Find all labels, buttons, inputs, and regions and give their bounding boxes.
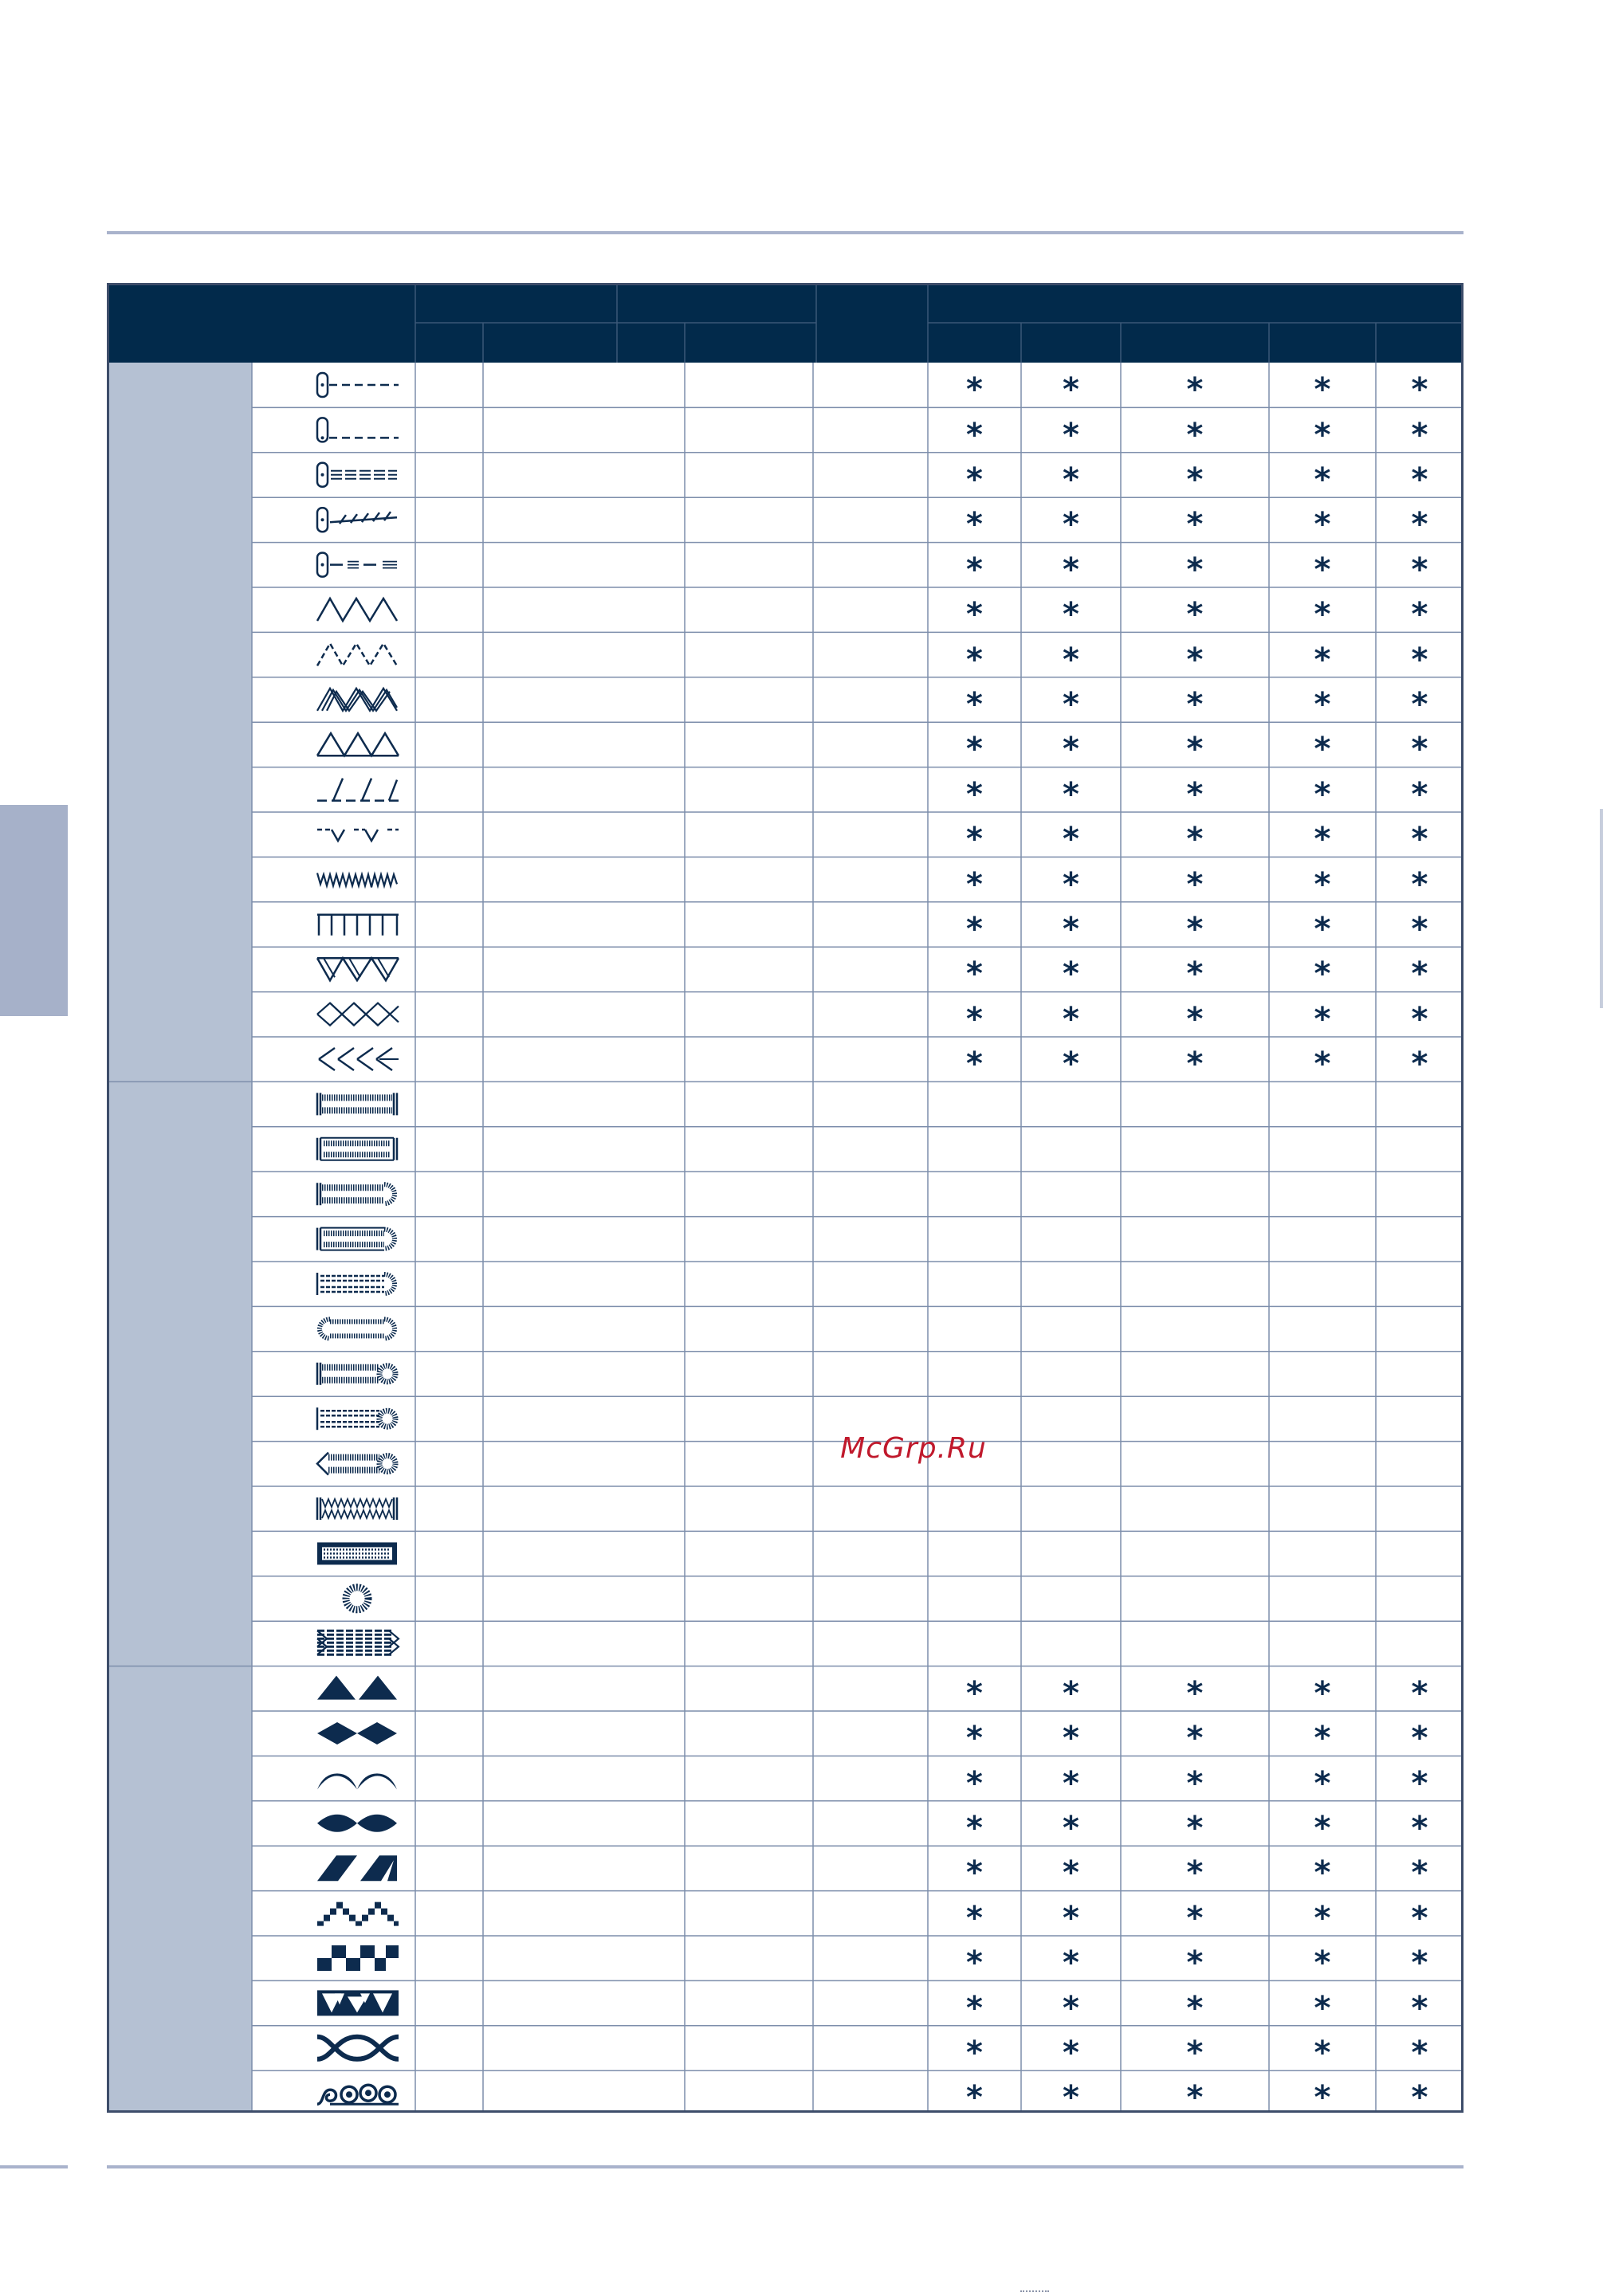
compatibility-marker: * (1411, 775, 1428, 813)
decorative-stitches-group-cell (107, 1666, 252, 2113)
compatibility-marker: * (1186, 416, 1204, 453)
compatibility-marker: * (1063, 1945, 1079, 1982)
compatibility-marker: * (1063, 775, 1079, 813)
compatibility-marker: * (966, 1764, 983, 1802)
compatibility-marker: * (966, 956, 983, 993)
compatibility-marker: * (966, 506, 983, 544)
compatibility-marker: * (1314, 1764, 1331, 1802)
compatibility-marker: * (966, 1899, 983, 1937)
compatibility-marker: * (966, 1854, 983, 1892)
compatibility-marker: * (1314, 911, 1331, 948)
compatibility-marker: * (1186, 731, 1204, 768)
keyhole-pointed-buttonhole-icon (317, 1453, 395, 1475)
compatibility-marker: * (1063, 956, 1079, 993)
compatibility-marker: * (1314, 1674, 1331, 1712)
buttonhole-double-round-icon (320, 1319, 395, 1338)
compatibility-marker: * (966, 461, 983, 498)
compatibility-marker: * (1314, 1000, 1331, 1038)
scroll-spiral-icon (317, 2085, 399, 2104)
compatibility-marker: * (966, 371, 983, 409)
compatibility-marker: * (1063, 551, 1079, 588)
compatibility-marker: * (1314, 821, 1331, 858)
compatibility-marker: * (1186, 1945, 1204, 1982)
compatibility-marker: * (1186, 1989, 1204, 2027)
compatibility-marker: * (1186, 1720, 1204, 1757)
double-overlock-icon (317, 958, 399, 980)
stitch-table (107, 283, 1464, 2117)
compatibility-marker: * (1186, 1854, 1204, 1892)
compatibility-marker: * (1314, 416, 1331, 453)
compatibility-marker: * (1186, 551, 1204, 588)
compatibility-marker: * (1186, 461, 1204, 498)
compatibility-marker: * (1411, 1854, 1428, 1892)
keyhole-buttonhole-icon (317, 1363, 395, 1385)
compatibility-marker: * (966, 1945, 983, 1982)
bottom-rule-left (0, 2165, 68, 2168)
compatibility-marker: * (1411, 865, 1428, 903)
compatibility-marker: * (966, 865, 983, 903)
compatibility-marker: * (1314, 956, 1331, 993)
compatibility-marker: * (1186, 371, 1204, 409)
compatibility-marker: * (1411, 596, 1428, 634)
compatibility-marker: * (966, 911, 983, 948)
compatibility-marker: * (1314, 1989, 1331, 2027)
compatibility-marker: * (1186, 911, 1204, 948)
compatibility-marker: * (1186, 1046, 1204, 1083)
compatibility-marker: * (1314, 1046, 1331, 1083)
compatibility-marker: * (1063, 2079, 1079, 2117)
basting-stitch-icon (317, 553, 397, 577)
compatibility-marker: * (1063, 1989, 1079, 2027)
feather-stitch-icon (319, 1048, 399, 1070)
compatibility-marker: * (1314, 551, 1331, 588)
compatibility-marker: * (1186, 2035, 1204, 2071)
compatibility-marker: * (1314, 1899, 1331, 1937)
compatibility-marker: * (966, 1989, 983, 2027)
compatibility-marker: * (966, 596, 983, 634)
compatibility-marker: * (1411, 1046, 1428, 1083)
compatibility-marker: * (1411, 1000, 1428, 1038)
compatibility-marker: * (1063, 1046, 1079, 1083)
slant-satin-icon (317, 1855, 397, 1881)
compatibility-marker: * (1186, 686, 1204, 723)
compatibility-marker: * (1314, 1945, 1331, 1982)
zigzag-stitch-icon (317, 599, 397, 621)
buttonhole-reinforced-icon (317, 1138, 397, 1160)
compatibility-marker: * (1063, 371, 1079, 409)
compatibility-marker: * (1314, 1810, 1331, 1847)
compatibility-marker: * (1411, 416, 1428, 453)
darning-icon (317, 1631, 399, 1654)
compatibility-marker: * (1314, 596, 1331, 634)
compatibility-marker: * (1063, 1674, 1079, 1712)
compatibility-marker: * (1063, 596, 1079, 634)
compatibility-marker: * (1411, 821, 1428, 858)
arch-satin-icon (317, 1773, 397, 1789)
compatibility-marker: * (1063, 1810, 1079, 1847)
compatibility-marker: * (1411, 1764, 1428, 1802)
step-pattern-icon (317, 1902, 399, 1926)
watermark: McGrp.Ru (840, 1432, 987, 1465)
compatibility-marker: * (1314, 506, 1331, 544)
compatibility-marker: * (1186, 506, 1204, 544)
compatibility-marker: * (1411, 1720, 1428, 1757)
compatibility-marker: * (1186, 821, 1204, 858)
checker-pattern-icon (317, 1945, 399, 1971)
compatibility-marker: * (1063, 641, 1079, 678)
leaf-satin-icon (317, 1815, 397, 1832)
compatibility-marker: * (966, 731, 983, 768)
compatibility-marker: * (1314, 461, 1331, 498)
cross-stitch-icon (317, 1003, 399, 1026)
buttonhole-round-end-icon (317, 1183, 395, 1205)
bottom-rule (107, 2165, 1464, 2168)
diamond-satin-icon (317, 1722, 397, 1745)
compatibility-marker: * (1186, 956, 1204, 993)
stitch-table-grid (107, 283, 1464, 2113)
compatibility-marker: * (1063, 1899, 1079, 1937)
compatibility-marker: * (1186, 1810, 1204, 1847)
elastic-zigzag-icon (317, 873, 397, 887)
compatibility-marker: * (1186, 865, 1204, 903)
compatibility-marker: * (1411, 1945, 1428, 1982)
three-step-zigzag-icon (317, 643, 397, 665)
compatibility-marker: * (1314, 2079, 1331, 2117)
bound-buttonhole-icon (317, 1542, 397, 1564)
compatibility-marker: * (1314, 686, 1331, 723)
compatibility-marker: * (1063, 731, 1079, 768)
compatibility-marker: * (1411, 911, 1428, 948)
keyhole-stretch-buttonhole-icon (317, 1407, 395, 1430)
compatibility-marker: * (1063, 686, 1079, 723)
compatibility-marker: * (1186, 775, 1204, 813)
compatibility-marker: * (1063, 1720, 1079, 1757)
compatibility-marker: * (1186, 1000, 1204, 1038)
compatibility-marker: * (1411, 551, 1428, 588)
page-edge-mark (1600, 809, 1603, 1008)
compatibility-marker: * (966, 416, 983, 453)
buttonhole-round-end-bar-icon (317, 1228, 395, 1250)
compatibility-marker: * (1186, 2079, 1204, 2117)
compatibility-marker: * (966, 1674, 983, 1712)
table-border (108, 285, 1463, 2112)
compatibility-marker: * (1186, 1764, 1204, 1802)
compatibility-marker: * (1411, 956, 1428, 993)
compatibility-marker: * (1314, 2035, 1331, 2071)
overlock-triangle-icon (317, 733, 399, 756)
compatibility-marker: * (1411, 461, 1428, 498)
compatibility-marker: * (966, 2035, 983, 2071)
compatibility-marker: * (966, 551, 983, 588)
compatibility-marker: * (1186, 596, 1204, 634)
compatibility-marker: * (1411, 1989, 1428, 2027)
straight-stitch-left-icon (317, 373, 399, 397)
buttonhole-stitches-group-cell (107, 1081, 252, 1666)
compatibility-marker: * (1314, 865, 1331, 903)
compatibility-marker: * (1063, 821, 1079, 858)
compatibility-marker: * (966, 821, 983, 858)
triple-straight-stitch-icon (317, 463, 397, 487)
utility-stitches-group-cell (107, 363, 252, 1081)
compatibility-marker: * (1186, 1899, 1204, 1937)
compatibility-marker: * (1314, 1720, 1331, 1757)
compatibility-marker: * (1063, 865, 1079, 903)
overcast-comb-icon (317, 915, 399, 936)
compatibility-marker: * (1314, 371, 1331, 409)
compatibility-marker: * (1411, 371, 1428, 409)
compatibility-marker: * (1411, 686, 1428, 723)
stretch-buttonhole-icon (317, 1497, 397, 1520)
compatibility-marker: * (1063, 461, 1079, 498)
compatibility-marker: * (1314, 1854, 1331, 1892)
compatibility-marker: * (1314, 775, 1331, 813)
compatibility-marker: * (1411, 731, 1428, 768)
compatibility-marker: * (966, 2079, 983, 2117)
compatibility-marker: * (1411, 1899, 1428, 1937)
stretch-stitch-icon (317, 508, 397, 532)
page-footer-marks (1020, 2290, 1049, 2295)
compatibility-marker: * (1411, 2079, 1428, 2117)
compatibility-marker: * (1186, 641, 1204, 678)
wave-braid-icon (317, 2037, 399, 2059)
compatibility-marker: * (966, 1000, 983, 1038)
top-rule (107, 231, 1464, 234)
compatibility-marker: * (1186, 1674, 1204, 1712)
triple-zigzag-icon (317, 689, 397, 711)
blind-hem-icon (317, 830, 399, 841)
compatibility-marker: * (966, 1720, 983, 1757)
compatibility-marker: * (966, 1046, 983, 1083)
chapter-side-tab (0, 805, 68, 1016)
compatibility-marker: * (1063, 506, 1079, 544)
compatibility-marker: * (1314, 731, 1331, 768)
compatibility-marker: * (1063, 2035, 1079, 2071)
compatibility-marker: * (1063, 1000, 1079, 1038)
compatibility-marker: * (1063, 1854, 1079, 1892)
compatibility-marker: * (1411, 641, 1428, 678)
compatibility-marker: * (1411, 1674, 1428, 1712)
compatibility-marker: * (1063, 416, 1079, 453)
compatibility-marker: * (1314, 641, 1331, 678)
compatibility-marker: * (1411, 506, 1428, 544)
compatibility-marker: * (1411, 2035, 1428, 2071)
compatibility-marker: * (1063, 1764, 1079, 1802)
zigzag-block-icon (317, 1990, 399, 2015)
compatibility-marker: * (966, 775, 983, 813)
compatibility-marker: * (966, 686, 983, 723)
buttonhole-square-icon (317, 1093, 397, 1115)
straight-stitch-center-icon (317, 418, 399, 442)
buttonhole-stretch-round-icon (317, 1273, 395, 1295)
compatibility-marker: * (966, 641, 983, 678)
blind-hem-stretch-icon (317, 779, 399, 801)
compatibility-marker: * (966, 1810, 983, 1847)
compatibility-marker: * (1063, 911, 1079, 948)
eyelet-icon (346, 1588, 368, 1610)
triangle-satin-icon (317, 1676, 397, 1700)
compatibility-marker: * (1411, 1810, 1428, 1847)
